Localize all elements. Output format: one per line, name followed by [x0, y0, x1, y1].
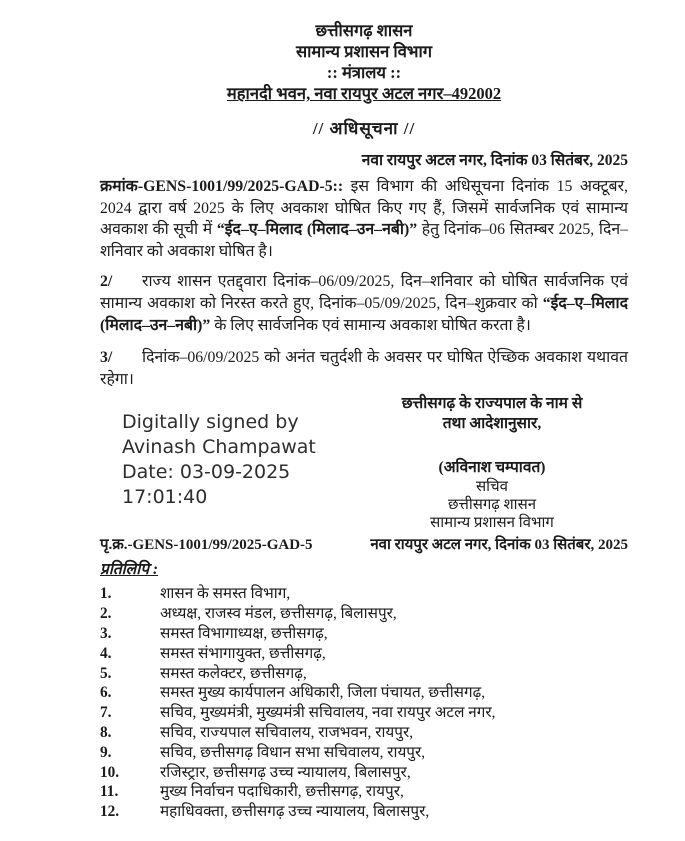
list-item-number: 2. — [100, 605, 112, 623]
list-item — [100, 782, 628, 802]
holiday-name-bold: “ईद–ए–मिलाद (मिलाद–उन–नबी)” — [100, 294, 628, 334]
paragraph-1-text: इस विभाग की अधिसूचना दिनांक 15 अक्टूबर, 2024 द्वारा वर्ष 2025 के लिए अवकाश घोषित किए गए हैं, जिसमें सार्वजनिक एवं सामान्य अवकाश की सूची में — [100, 178, 628, 239]
list-item-number: 10. — [100, 763, 120, 781]
list-item-text: समस्त कलेक्टर, छत्तीसगढ़, — [160, 664, 307, 682]
signatory-org-line-1: छत्तीसगढ़ शासन — [447, 497, 537, 514]
list-item — [100, 743, 628, 763]
letterhead — [100, 20, 628, 104]
endorsement-ref-label: पृ.क्र. — [100, 537, 128, 554]
ministry-label: :: मंत्रालय :: — [326, 63, 402, 82]
signature-space — [356, 434, 628, 458]
signature-section — [100, 394, 628, 532]
paragraph-1 — [100, 176, 628, 262]
ref-number-label: क्रमांक — [100, 178, 138, 195]
list-item-text: शासन के समस्त विभाग, — [160, 585, 291, 603]
list-item-number: 9. — [100, 743, 112, 761]
signatory-block — [356, 394, 628, 532]
list-item — [100, 604, 628, 624]
list-item-text: रजिस्ट्रार, छत्तीसगढ़ उच्च न्यायालय, बिलासपुर, — [160, 763, 411, 781]
list-item-text: सचिव, छत्तीसगढ़ विधान सभा सचिवालय, रायपुर, — [160, 743, 426, 761]
list-item-number: 11. — [100, 783, 119, 801]
endorsement-row — [100, 534, 628, 554]
list-item-number: 3. — [100, 624, 112, 642]
holiday-name-bold: “ईद–ए–मिलाद (मिलाद–उन–नबी)” — [216, 221, 418, 239]
department-name: सामान्य प्रशासन विभाग — [295, 42, 433, 61]
paragraph-2 — [100, 271, 628, 336]
by-order-line-2: तथा आदेशानुसार, — [442, 415, 542, 433]
list-item-text: समस्त मुख्य कार्यपालन अधिकारी, जिला पंचायत, छत्तीसगढ़, — [160, 684, 486, 702]
address-line: महानदी भवन, नवा रायपुर अटल नगर–492002 — [226, 84, 502, 103]
list-item-text: मुख्य निर्वाचन पदाधिकारी, छत्तीसगढ़, रायपुर, — [160, 783, 404, 801]
digital-signature-line: Avinash Champawat — [122, 436, 316, 459]
digital-signature-line: Date: 03-09-2025 — [122, 461, 291, 484]
digital-signature-stamp — [122, 410, 316, 510]
copy-to-label: प्रतिलिपि : — [100, 561, 159, 579]
by-order-line-1: छत्तीसगढ़ के राज्यपाल के नाम से — [401, 395, 583, 413]
list-item — [100, 683, 628, 703]
endorsement-ref-value: -GENS-1001/99/2025-GAD-5 — [127, 537, 313, 554]
endorsement-ref — [100, 534, 313, 554]
paragraph-3-number: 3/ — [100, 349, 113, 367]
paragraph-1-text-end: हेतु दिनांक–06 सितम्बर 2025, दिन–शनिवार को अवकाश घोषित है। — [100, 221, 628, 260]
endorsement-date: नवा रायपुर अटल नगर, दिनांक 03 सितंबर, 2025 — [370, 537, 628, 554]
list-item-number: 7. — [100, 704, 112, 722]
list-item — [100, 703, 628, 723]
paragraph-2-text-end: के लिए सार्वजनिक एवं सामान्य अवकाश घोषित करता है। — [210, 316, 531, 334]
list-item-text: समस्त संभागायुक्त, छत्तीसगढ़, — [160, 644, 326, 662]
paragraph-2-number: 2/ — [100, 273, 113, 291]
ref-number-value: -GENS-1001/99/2025-GAD-5 — [137, 178, 333, 195]
list-item — [100, 644, 628, 664]
notification-title: // अधिसूचना // — [312, 119, 416, 138]
list-item-number: 5. — [100, 664, 112, 682]
list-item-text: सचिव, राज्यपाल सचिवालय, राजभवन, रायपुर, — [160, 723, 414, 741]
list-item-number: 6. — [100, 684, 112, 702]
digital-signature-line: 17:01:40 — [122, 486, 208, 509]
list-item — [100, 723, 628, 743]
signatory-org-line-2: सामान्य प्रशासन विभाग — [430, 515, 554, 532]
list-item-number: 4. — [100, 644, 112, 662]
list-item-number: 12. — [100, 803, 120, 821]
list-item — [100, 624, 628, 644]
list-item-text: समस्त विभागाध्यक्ष, छत्तीसगढ़, — [160, 624, 328, 642]
list-item — [100, 584, 628, 604]
paragraph-2-text: राज्य शासन एतद्द्वारा दिनांक–06/09/2025, दिन–शनिवार को घोषित सार्वजनिक एवं सामान्य अवकाश को निरस्त करते हुए, दिनांक–05/09/2025, दिन–शुक्रवार को — [100, 273, 628, 312]
list-item — [100, 802, 628, 822]
list-item-text: सचिव, मुख्यमंत्री, मुख्यमंत्री सचिवालय, नवा रायपुर अटल नगर, — [160, 704, 496, 722]
paragraph-3-text: दिनांक–06/09/2025 को अनंत चतुर्दशी के अवसर पर घोषित ऐच्छिक अवकाश यथावत रहेगा। — [100, 349, 628, 388]
paragraph-3 — [100, 347, 628, 390]
issue-date-line: नवा रायपुर अटल नगर, दिनांक 03 सितंबर, 2025 — [361, 152, 628, 169]
list-item-text: अध्यक्ष, राजस्व मंडल, छत्तीसगढ़, बिलासपुर, — [160, 605, 397, 623]
list-item-text: महाधिवक्ता, छत्तीसगढ़ उच्च न्यायालय, बिलासपुर, — [160, 803, 430, 821]
government-name: छत्तीसगढ़ शासन — [315, 21, 413, 40]
digital-signature-line: Digitally signed by — [122, 411, 299, 434]
list-item — [100, 763, 628, 783]
list-item-number: 8. — [100, 723, 112, 741]
signatory-name: (अविनाश चम्पावत) — [438, 459, 546, 477]
distribution-list — [100, 584, 628, 822]
list-item-number: 1. — [100, 585, 112, 603]
signatory-designation: सचिव — [476, 479, 508, 496]
list-item — [100, 664, 628, 684]
ref-separator: :: — [332, 178, 351, 195]
